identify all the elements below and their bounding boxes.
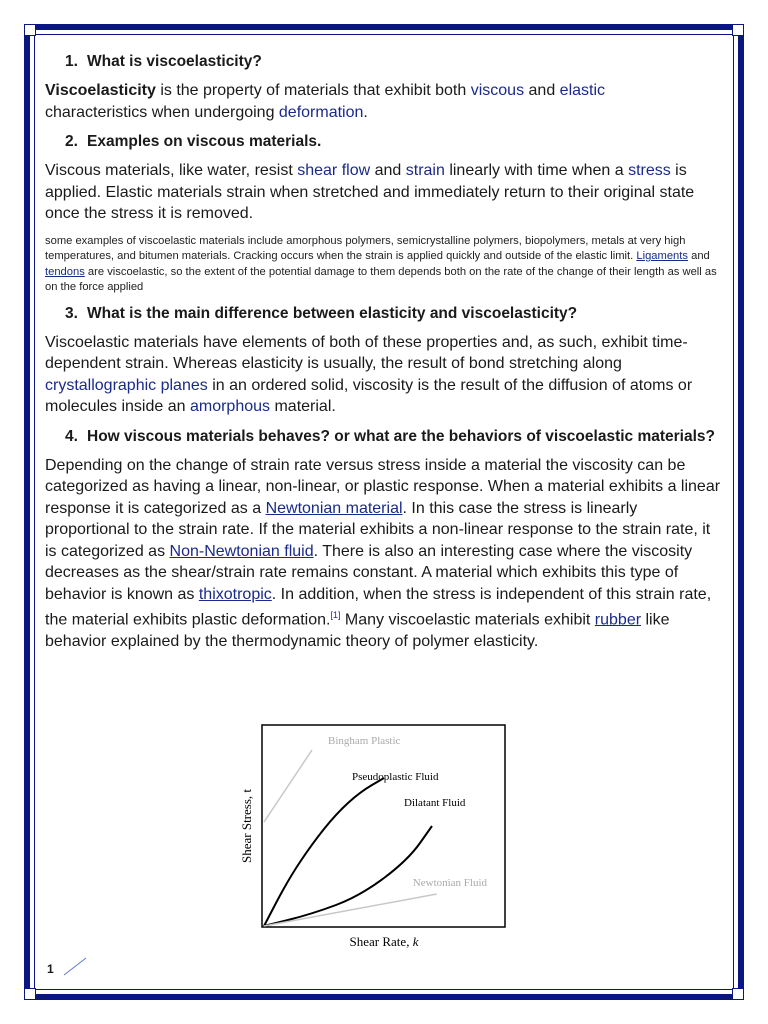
series-label-pseudoplastic-fluid: Pseudoplastic Fluid [352, 771, 439, 783]
link-amorphous[interactable]: amorphous [189, 398, 271, 415]
corner-ornament-bottom-right [732, 988, 744, 1000]
link-deformation[interactable]: deformation [278, 103, 364, 121]
link-rubber[interactable]: rubber [594, 611, 642, 629]
link-non-newtonian-fluid[interactable]: Non-Newtonian fluid [169, 542, 314, 560]
link-viscous[interactable]: viscous [470, 82, 525, 99]
x-axis-label: Shear Rate, k [349, 934, 419, 949]
corner-ornament-top-right [732, 24, 744, 36]
link-thixotropic[interactable]: thixotropic [198, 585, 272, 603]
link-stress[interactable]: stress [628, 162, 671, 179]
series-label-dilatant-fluid: Dilatant Fluid [404, 797, 466, 809]
heading-4 [45, 427, 725, 447]
paragraph-difference: Viscoelastic materials have elements of both of these properties and, as such, exhibit time-dependent strain. Whereas elasticity is usually, the result of bond stretching along crystallographic planes in an ordered solid, viscosity is the result of the diffusion of atoms or molecules inside an amorphous material. [45, 333, 693, 415]
plot-frame [262, 725, 505, 927]
y-axis-label: Shear Stress, t [239, 788, 254, 864]
link-newtonian-material[interactable]: Newtonian material [265, 499, 403, 517]
heading-title: Examples on viscous materials. [87, 133, 322, 150]
paragraph-examples: some examples of viscoelastic materials include amorphous polymers, semicrystalline polymers, biopolymers, metals at very high temperatures, and bitumen materials. Cracking occurs when the strain is applied quickly and outside of the elastic limit. Ligaments and tendons are viscoelastic, so the extent of the potential damage to them depends both on the rate of the change of their length as well as on the force applied [45, 234, 717, 293]
series-label-bingham-plastic: Bingham Plastic [328, 735, 401, 747]
heading-1 [45, 52, 725, 72]
link-ligaments[interactable]: Ligaments [636, 250, 688, 262]
paragraph-definition: Viscoelasticity is the property of materials that exhibit both viscous and elastic characteristics when undergoing deformation. [45, 82, 606, 121]
paragraph-viscous: Viscous materials, like water, resist shear flow and strain linearly with time when a stress is applied. Elastic materials strain when stretched and immediately return to their original state once the stress it is removed. [45, 162, 695, 222]
series-label-newtonian-fluid: Newtonian Fluid [412, 877, 488, 889]
corner-ornament-bottom-left [24, 988, 36, 1000]
heading-title: What is viscoelasticity? [87, 53, 262, 70]
link-elastic[interactable]: elastic [559, 82, 606, 99]
term-bold: Viscoelasticity [45, 82, 156, 99]
heading-number: 2. [65, 133, 78, 150]
link-tendons[interactable]: tendons [45, 265, 85, 278]
decorative-slash-icon [62, 955, 90, 977]
heading-number: 1. [65, 53, 78, 70]
heading-3 [45, 304, 725, 324]
citation-ref[interactable]: [1] [330, 610, 341, 620]
link-strain[interactable]: strain [405, 162, 445, 179]
page-content [45, 52, 725, 661]
link-shear-flow[interactable]: shear flow [297, 162, 371, 179]
page-number: 1 [47, 962, 54, 976]
shear-rate-chart [232, 722, 512, 954]
corner-ornament-top-left [24, 24, 36, 36]
heading-number: 3. [65, 304, 78, 322]
chart-svg [232, 722, 512, 954]
heading-2 [45, 132, 725, 152]
link-crystallographic-planes[interactable]: crystallographic planes [45, 376, 208, 394]
heading-number: 4. [65, 427, 78, 445]
paragraph-behaviors: Depending on the change of strain rate versus stress inside a material the viscosity can be categorized as having a linear, non-linear, or plastic response. When a material exhibits a linear response it is categorized as a Newtonian material. In this case the stress is linearly proportional to the strain rate. If the material exhibits a non-linear response to the strain rate, it is categorized as Non-Newtonian fluid. There is also an interesting case where the viscosity decreases as the shear/strain rate remains constant. A material which exhibits this type of behavior is known as thixotropic. In addition, when the stress is independent of this strain rate, the material exhibits plastic deformation.[1] Many viscoelastic materials exhibit rubber like behavior explained by the thermodynamic theory of polymer elasticity. [45, 456, 721, 650]
heading-title: How viscous materials behaves? or what are the behaviors of viscoelastic materials? [87, 427, 715, 445]
heading-title: What is the main difference between elasticity and viscoelasticity? [87, 304, 578, 322]
